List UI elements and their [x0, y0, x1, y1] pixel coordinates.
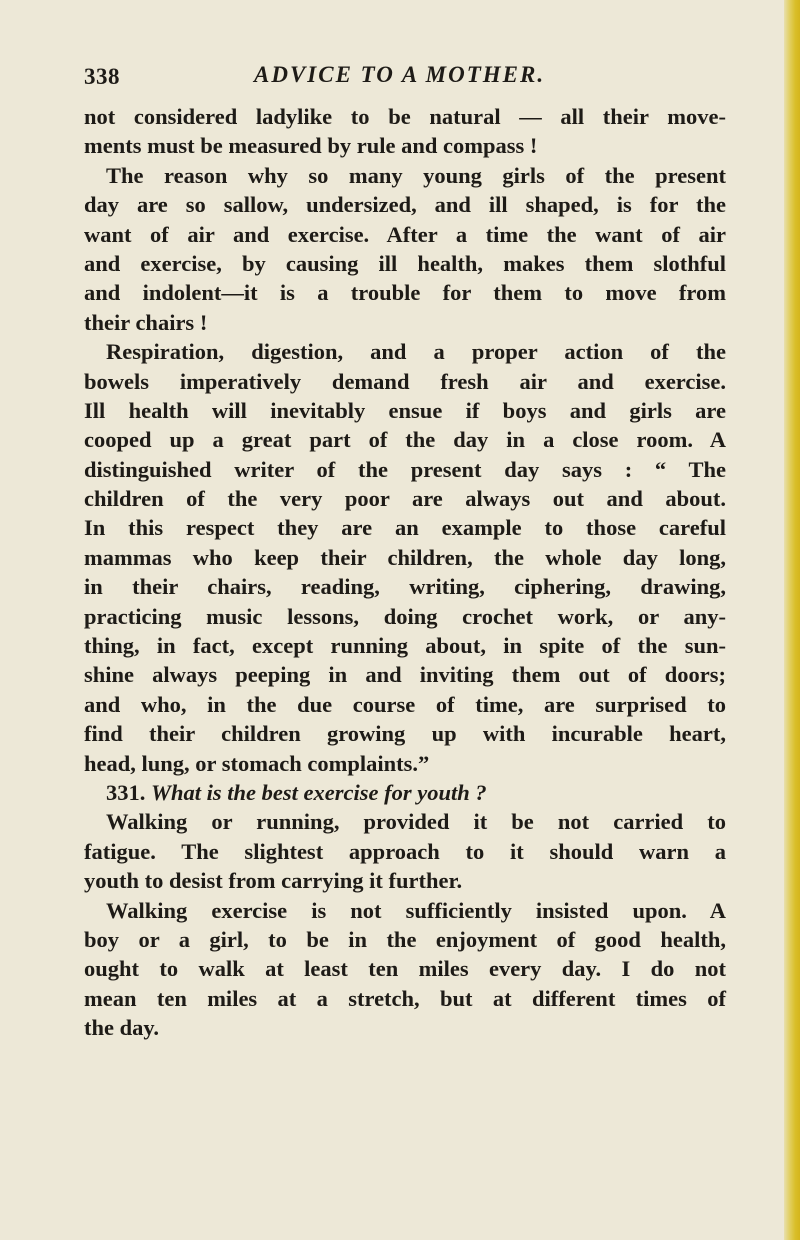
- text-line: and indolent—it is a trouble for them to move from: [84, 280, 726, 306]
- text-line: thing, in fact, except running about, in spite of the sun-: [84, 633, 726, 659]
- question-number: 331.: [106, 779, 146, 805]
- text-line: practicing music lessons, doing crochet work, or any-: [84, 603, 726, 629]
- text-line: shine always peeping in and inviting them out of doors;: [84, 662, 726, 688]
- text-line: mean ten miles at a stretch, but at different times of: [84, 985, 726, 1011]
- text-line: not considered ladylike to be natural — all their move-: [84, 104, 726, 129]
- text-line: Ill health will inevitably ensue if boys and girls are: [84, 397, 726, 423]
- page-edge: [784, 0, 800, 1240]
- text-line: in their chairs, reading, writing, ciphering, drawing,: [84, 574, 726, 600]
- text-line: want of air and exercise. After a time the want of air: [84, 221, 726, 247]
- page-number: 338: [84, 64, 120, 89]
- text-line: In this respect they are an example to those careful: [84, 515, 726, 541]
- text-line: find their children growing up with incurable heart,: [84, 721, 726, 747]
- body-text: [84, 102, 726, 1043]
- text-line: Respiration, digestion, and a proper action of the: [106, 339, 726, 365]
- text-line: children of the very poor are always out and about.: [84, 486, 726, 512]
- running-head: ADVICE TO A MOTHER.: [254, 62, 546, 87]
- question-text: What is the best exercise for youth ?: [151, 779, 487, 805]
- text-line: day are so sallow, undersized, and ill shaped, is for the: [84, 192, 726, 218]
- question-line: [84, 778, 726, 807]
- text-line: youth to desist from carrying it further.: [84, 868, 463, 894]
- text-line: ments must be measured by rule and compass !: [84, 133, 538, 159]
- text-line: fatigue. The slightest approach to it should warn a: [84, 838, 726, 864]
- text-line: and exercise, by causing ill health, makes them slothful: [84, 250, 726, 276]
- text-line: The reason why so many young girls of the present: [106, 162, 726, 188]
- text-line: bowels imperatively demand fresh air and exercise.: [84, 368, 726, 394]
- text-line: cooped up a great part of the day in a close room. A: [84, 427, 726, 453]
- text-line: head, lung, or stomach complaints.”: [84, 750, 430, 776]
- text-line: and who, in the due course of time, are surprised to: [84, 691, 726, 717]
- text-line: distinguished writer of the present day says : “ The: [84, 456, 726, 482]
- text-line: boy or a girl, to be in the enjoyment of good health,: [84, 926, 726, 952]
- page-header: [84, 60, 724, 92]
- text-line: the day.: [84, 1015, 160, 1041]
- text-line: mammas who keep their children, the whole day long,: [84, 544, 726, 570]
- text-line: ought to walk at least ten miles every day. I do not: [84, 956, 726, 982]
- text-line: their chairs !: [84, 309, 208, 335]
- text-line: Walking exercise is not sufficiently insisted upon. A: [106, 897, 726, 923]
- text-line: Walking or running, provided it be not carried to: [106, 809, 726, 835]
